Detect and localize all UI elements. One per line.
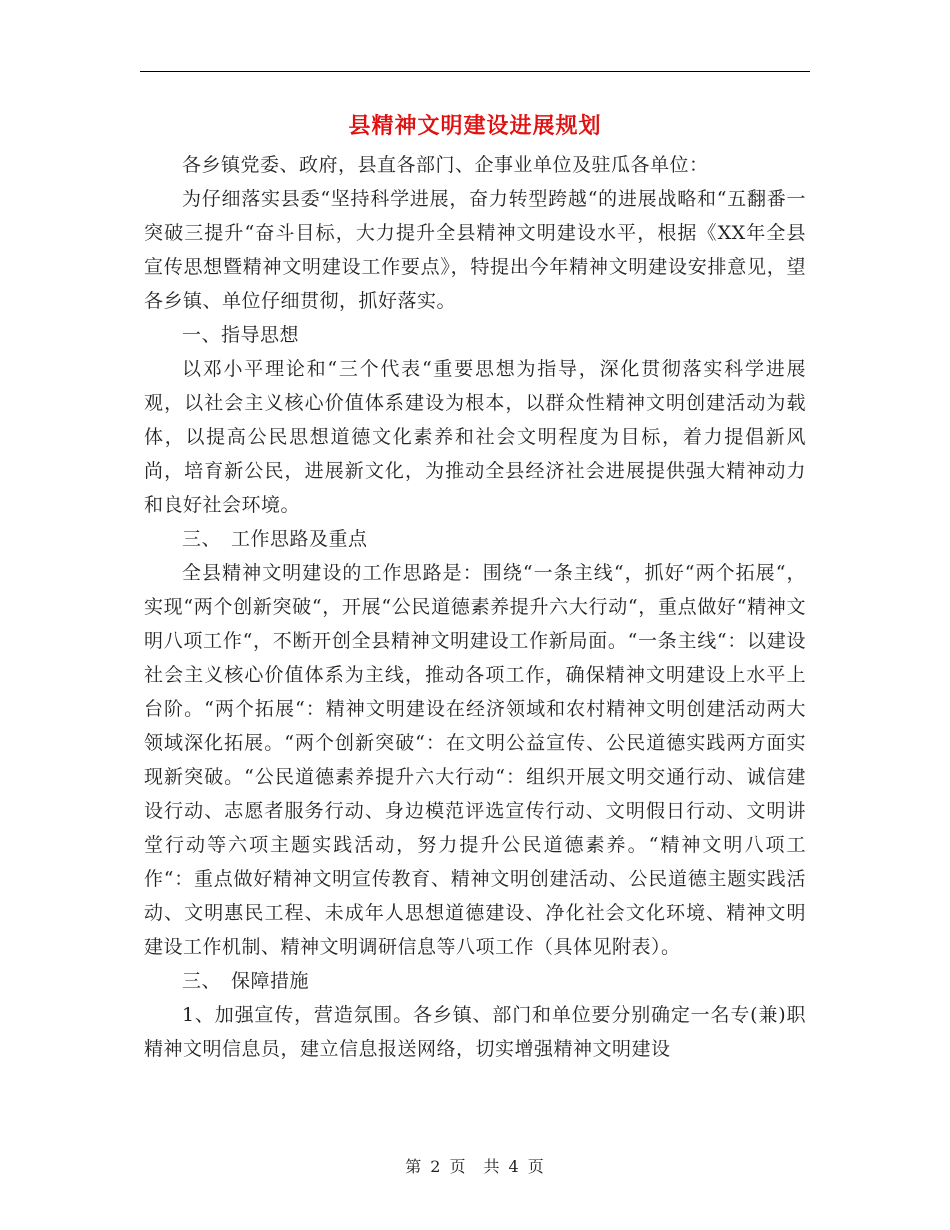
paragraph: 全县精神文明建设的工作思路是：围绕“一条主线“，抓好“两个拓展“，实现“两个创新突破“，开展“公民道德素养提升六大行动“，重点做好“精神文明八项工作“，不断开创全县精神文明建设工作新局面。“一条主线“：以建设社会主义核心价值体系为主线，推动各项工作，确保精神文明建设上水平上台阶。“两个拓展“：精神文明建设在经济领域和农村精神文明创建活动两大领域深化拓展。“两个创新突破“：在文明公益宣传、公民道德实践两方面实现新突破。“公民道德素养提升六大行动“：组织开展文明交通行动、诚信建设行动、志愿者服务行动、身边模范评选宣传行动、文明假日行动、文明讲堂行动等六项主题实践活动，努力提升公民道德素养。“精神文明八项工作“：重点做好精神文明宣传教育、精神文明创建活动、公民道德主题实践活动、文明惠民工程、未成年人思想道德建设、净化社会文化环境、精神文明建设工作机制、精神文明调研信息等八项工作（具体见附表）。 bbox=[144, 562, 806, 958]
section-heading: 三、 保障措施 bbox=[182, 970, 310, 992]
document-title: 县精神文明建设进展规划 bbox=[348, 113, 602, 139]
section-heading: 三、 工作思路及重点 bbox=[182, 528, 368, 550]
paragraph: 以邓小平理论和“三个代表“重要思想为指导，深化贯彻落实科学进展观，以社会主义核心价值体系建设为根本，以群众性精神文明创建活动为载体，以提高公民思想道德文化素养和社会文明程度为目标，着力提倡新风尚，培育新公民，进展新文化，为推动全县经济社会进展提供强大精神动力和良好社会环境。 bbox=[144, 358, 806, 516]
paragraph: 为仔细落实县委“坚持科学进展，奋力转型跨越“的进展战略和“五翻番一突破三提升“奋斗目标，大力提升全县精神文明建设水平，根据《XX年全县宣传思想暨精神文明建设工作要点》，特提出今年精神文明建设安排意见，望各乡镇、单位仔细贯彻，抓好落实。 bbox=[144, 188, 806, 312]
page-footer bbox=[0, 1154, 950, 1177]
section-heading: 一、指导思想 bbox=[182, 324, 300, 346]
paragraph: 各乡镇党委、政府，县直各部门、企事业单位及驻瓜各单位： bbox=[182, 154, 709, 176]
footer-suffix: 页 bbox=[527, 1157, 545, 1176]
document-body bbox=[144, 148, 806, 1066]
footer-prefix: 第 bbox=[405, 1157, 423, 1176]
total-pages: 4 bbox=[508, 1157, 520, 1176]
page-number: 2 bbox=[430, 1157, 442, 1176]
paragraph: 1、加强宣传，营造氛围。各乡镇、部门和单位要分别确定一名专(兼)职精神文明信息员，建立信息报送网络，切实增强精神文明建设 bbox=[144, 1004, 806, 1060]
header-rule bbox=[140, 71, 810, 72]
footer-middle: 页 共 bbox=[449, 1157, 501, 1176]
